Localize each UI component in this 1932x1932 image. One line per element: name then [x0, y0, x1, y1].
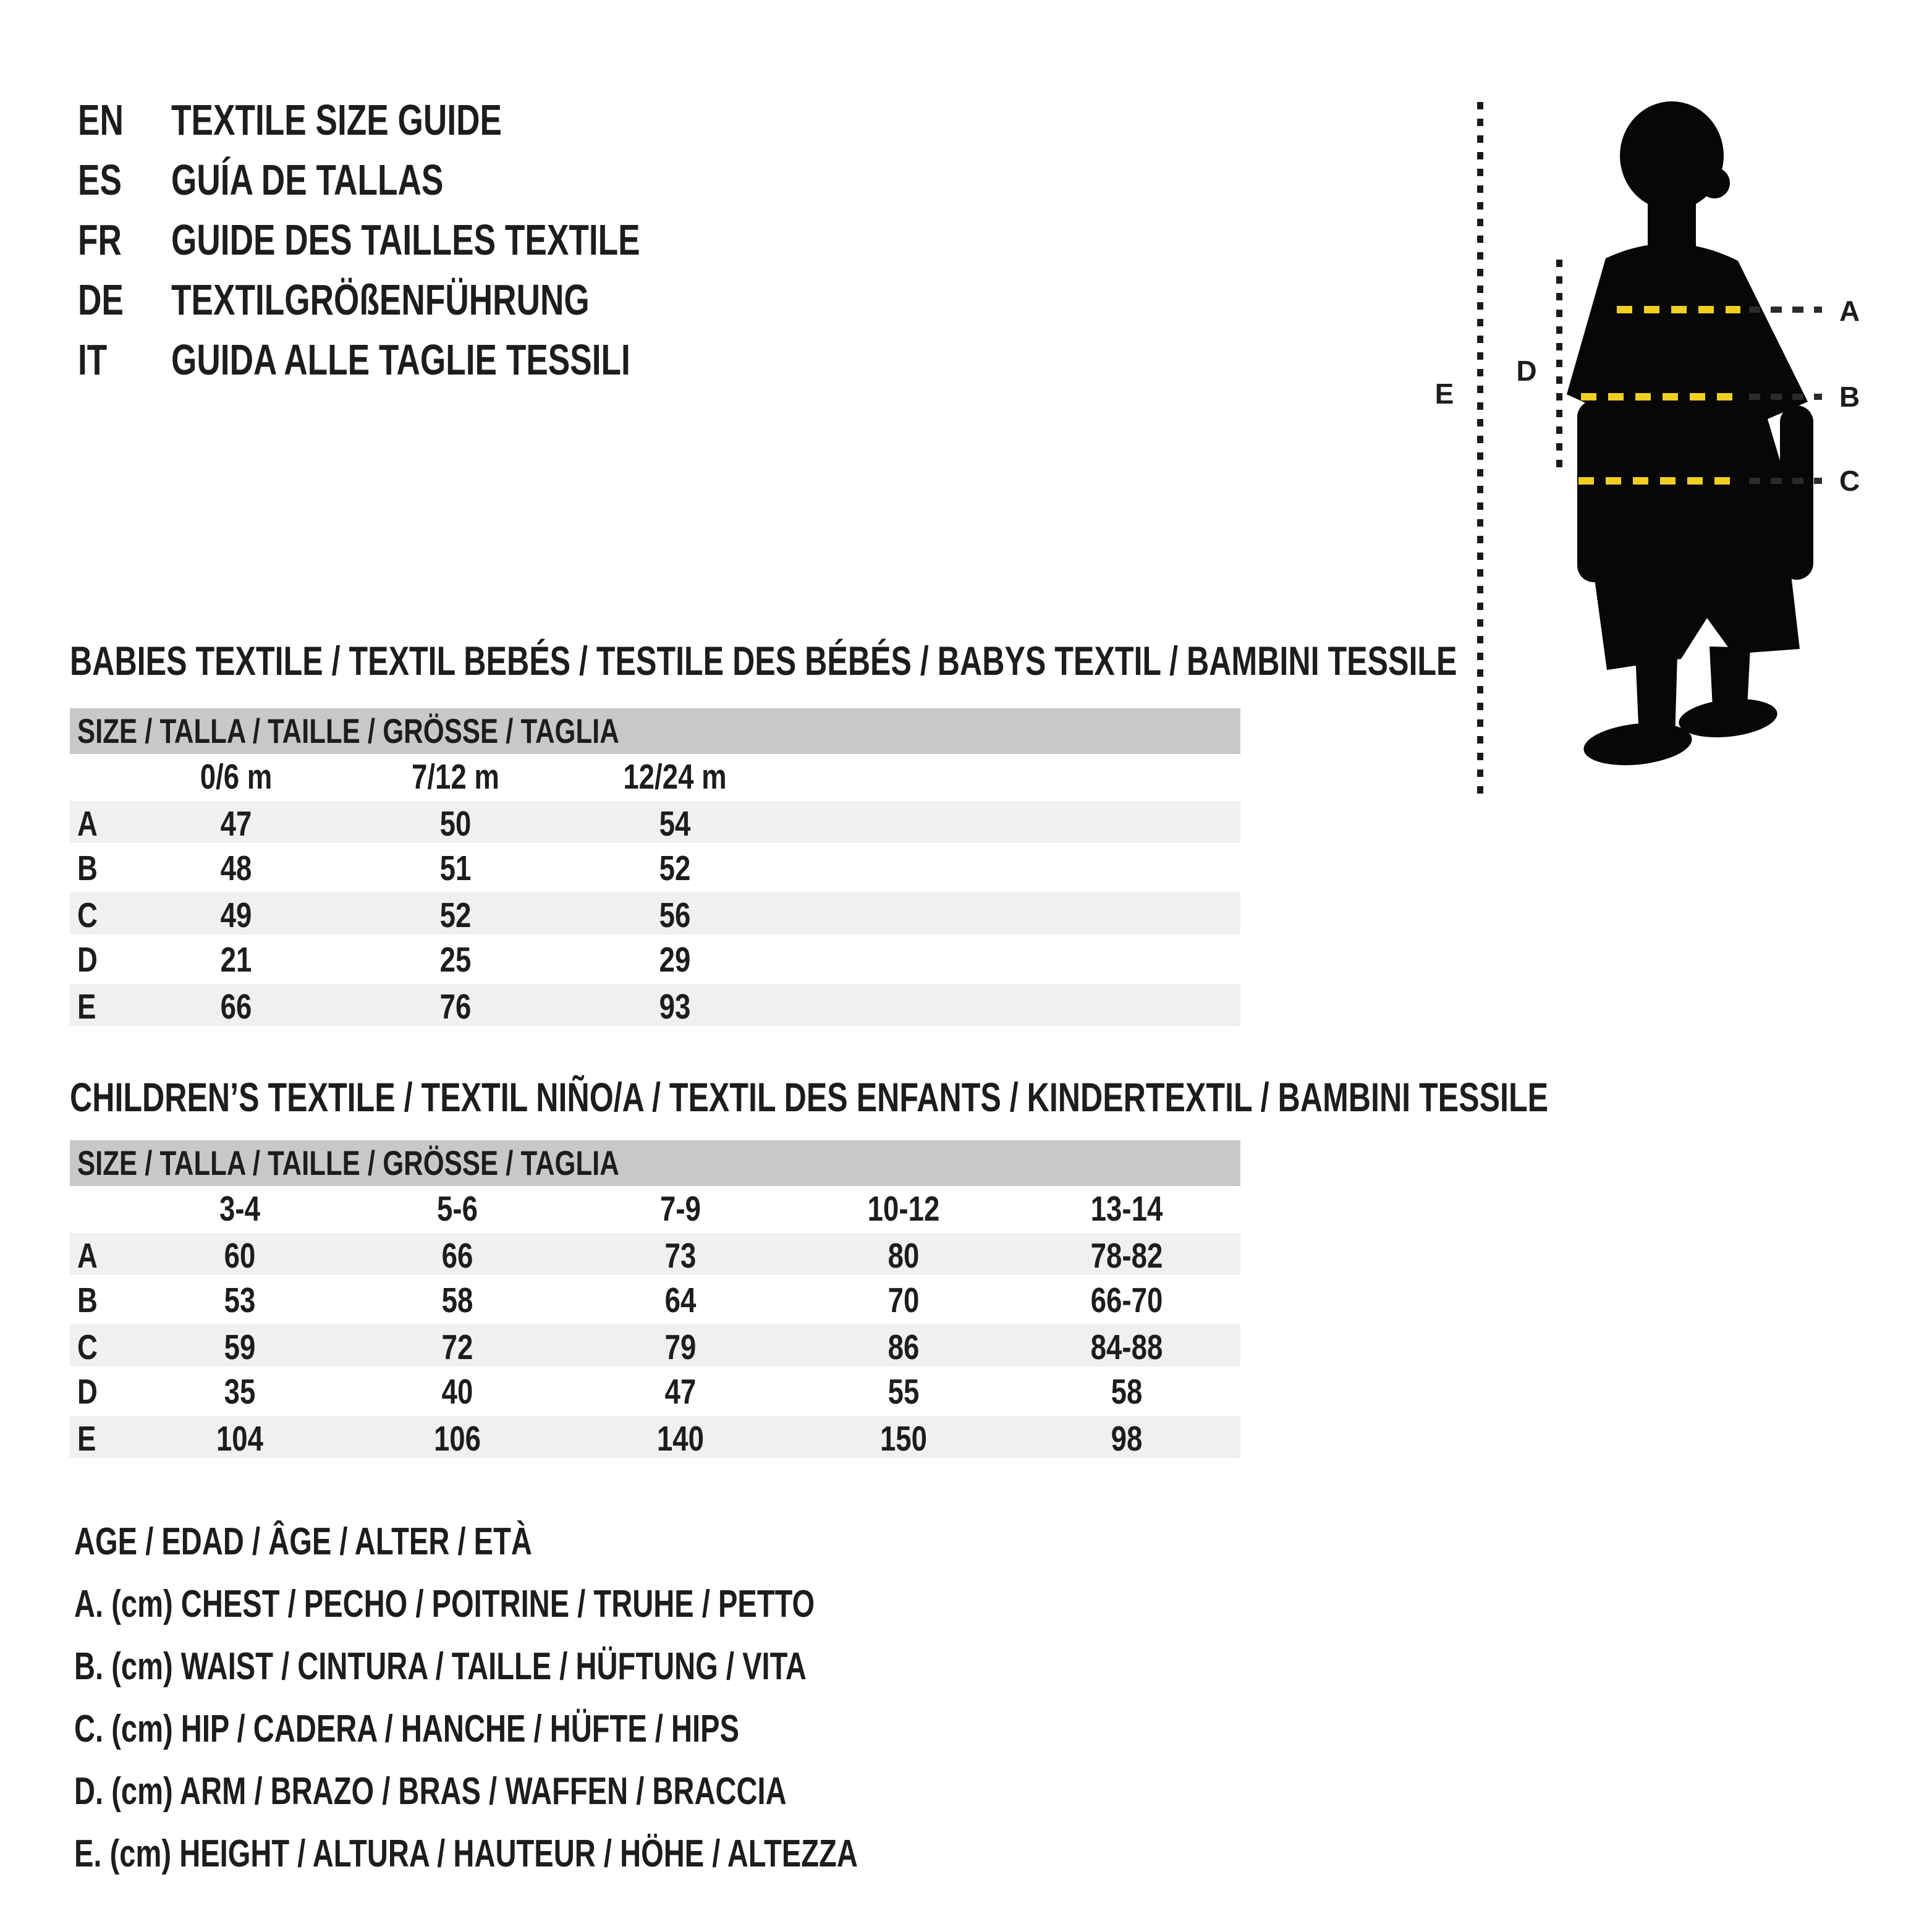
table-cell: 58	[1111, 1372, 1143, 1412]
row-label: D	[77, 1372, 98, 1412]
table-cell: 25	[439, 940, 472, 980]
table-row	[70, 891, 1240, 937]
table-row	[70, 1369, 1240, 1415]
table-cell: 150	[879, 1419, 928, 1459]
table-row	[70, 1232, 1240, 1277]
table-cell: 48	[220, 849, 252, 888]
row-label: D	[77, 940, 98, 980]
table-cell: 49	[220, 896, 252, 935]
size-header-label: SIZE / TALLA / TAILLE / GRÖSSE / TAGLIA	[77, 1143, 619, 1182]
table-cell: 72	[441, 1328, 473, 1367]
table-cell: 140	[656, 1419, 705, 1459]
row-label: C	[77, 896, 98, 935]
language-row-es	[78, 150, 1005, 210]
hip-label: C	[1839, 465, 1860, 497]
table-cell: 104	[216, 1419, 264, 1459]
table-cell: 60	[224, 1236, 256, 1276]
table-cell: 86	[888, 1328, 920, 1367]
row-label: A	[77, 804, 98, 844]
row-label: A	[77, 1236, 98, 1276]
table-cell: 52	[439, 896, 472, 935]
table-cell: 56	[659, 896, 691, 935]
table-cell: 52	[659, 849, 691, 888]
column-header: 0/6 m	[200, 757, 273, 797]
row-label: E	[77, 987, 96, 1027]
table-cell: 50	[439, 804, 472, 844]
babies-size-table	[70, 708, 1240, 1028]
table-cell: 55	[888, 1372, 920, 1412]
language-code-en: EN	[78, 96, 124, 144]
table-cell: 84-88	[1090, 1328, 1163, 1367]
table-cell: 29	[659, 940, 691, 980]
table-cell: 79	[664, 1328, 697, 1367]
row-label: E	[77, 1419, 96, 1459]
legend-line-hip: C. (cm) HIP / CADERA / HANCHE / HÜFTE / HIPS	[74, 1708, 740, 1750]
language-title-fr: GUIDE DES TAILLES TEXTILE	[171, 216, 640, 264]
children-size-header-bar	[70, 1140, 1240, 1186]
table-cell: 93	[659, 987, 691, 1027]
chest-label: A	[1839, 295, 1860, 327]
legend-line-arm: D. (cm) ARM / BRAZO / BRAS / WAFFEN / BRACCIA	[74, 1770, 787, 1813]
babies-section-title: BABIES TEXTILE / TEXTIL BEBÉS / TESTILE DES BÉBÉS / BABYS TEXTIL / BAMBINI TESSILE	[70, 638, 1457, 684]
legend-line-waist: B. (cm) WAIST / CINTURA / TAILLE / HÜFTUNG / VITA	[74, 1645, 807, 1688]
language-row-de	[78, 270, 1005, 330]
language-row-it	[78, 330, 1005, 390]
children-size-table	[70, 1140, 1240, 1460]
row-label: C	[77, 1328, 98, 1367]
legend-line-age: AGE / EDAD / ÂGE / ALTER / ETÀ	[74, 1520, 532, 1563]
babies-columns-row	[70, 754, 1240, 800]
language-title-es: GUÍA DE TALLAS	[171, 156, 444, 204]
children-section-title: CHILDREN’S TEXTILE / TEXTIL NIÑO/A / TEXTIL DES ENFANTS / KINDERTEXTIL / BAMBINI TESSILE	[70, 1074, 1549, 1120]
language-list	[78, 90, 1005, 390]
table-cell: 59	[224, 1328, 256, 1367]
column-header: 10-12	[867, 1189, 940, 1229]
legend-line-height: E. (cm) HEIGHT / ALTURA / HAUTEUR / HÖHE / ALTEZZA	[74, 1832, 858, 1875]
table-cell: 66-70	[1090, 1281, 1163, 1320]
language-code-es: ES	[78, 156, 122, 204]
table-cell: 64	[664, 1281, 697, 1320]
table-row	[70, 1323, 1240, 1369]
legend-line-chest: A. (cm) CHEST / PECHO / POITRINE / TRUHE / PETTO	[74, 1583, 815, 1625]
babies-size-header-bar	[70, 708, 1240, 754]
table-cell: 66	[220, 987, 252, 1027]
column-header: 7-9	[660, 1189, 701, 1229]
column-header: 13-14	[1090, 1189, 1163, 1229]
language-title-en: TEXTILE SIZE GUIDE	[171, 96, 502, 144]
table-row	[70, 937, 1240, 983]
table-cell: 54	[659, 804, 691, 844]
table-cell: 66	[441, 1236, 473, 1276]
height-label: E	[1434, 378, 1454, 410]
table-cell: 53	[224, 1281, 256, 1320]
language-row-en	[78, 90, 1005, 150]
table-cell: 80	[888, 1236, 920, 1276]
table-cell: 58	[441, 1281, 473, 1320]
children-columns-row	[70, 1186, 1240, 1232]
table-cell: 21	[220, 940, 252, 980]
table-cell: 98	[1111, 1419, 1143, 1459]
table-cell: 78-82	[1090, 1236, 1163, 1276]
table-cell: 35	[224, 1372, 256, 1412]
table-row	[70, 1415, 1240, 1460]
table-cell: 70	[888, 1281, 920, 1320]
column-header: 7/12 m	[412, 757, 499, 797]
table-cell: 106	[433, 1419, 481, 1459]
table-cell: 47	[220, 804, 252, 844]
table-cell: 76	[439, 987, 472, 1027]
table-cell: 51	[439, 849, 472, 888]
table-cell: 47	[664, 1372, 697, 1412]
row-label: B	[77, 1281, 98, 1320]
measurement-diagram	[1421, 62, 1932, 803]
language-code-fr: FR	[78, 216, 122, 264]
language-code-it: IT	[78, 336, 108, 384]
arm-label: D	[1516, 355, 1537, 387]
table-row	[70, 800, 1240, 845]
row-label: B	[77, 849, 98, 888]
language-row-fr	[78, 210, 1005, 270]
table-row	[70, 1277, 1240, 1323]
column-header: 3-4	[219, 1189, 260, 1229]
language-title-it: GUIDA ALLE TAGLIE TESSILI	[171, 336, 630, 384]
table-cell: 73	[664, 1236, 697, 1276]
measurement-legend	[74, 1510, 1105, 1885]
waist-label: B	[1839, 381, 1860, 413]
language-code-de: DE	[78, 276, 124, 324]
table-row	[70, 845, 1240, 891]
table-row	[70, 983, 1240, 1028]
table-cell: 40	[441, 1372, 473, 1412]
language-title-de: TEXTILGRÖßENFÜHRUNG	[171, 276, 590, 324]
column-header: 5-6	[437, 1189, 478, 1229]
size-header-label: SIZE / TALLA / TAILLE / GRÖSSE / TAGLIA	[77, 711, 619, 750]
column-header: 12/24 m	[623, 757, 727, 797]
